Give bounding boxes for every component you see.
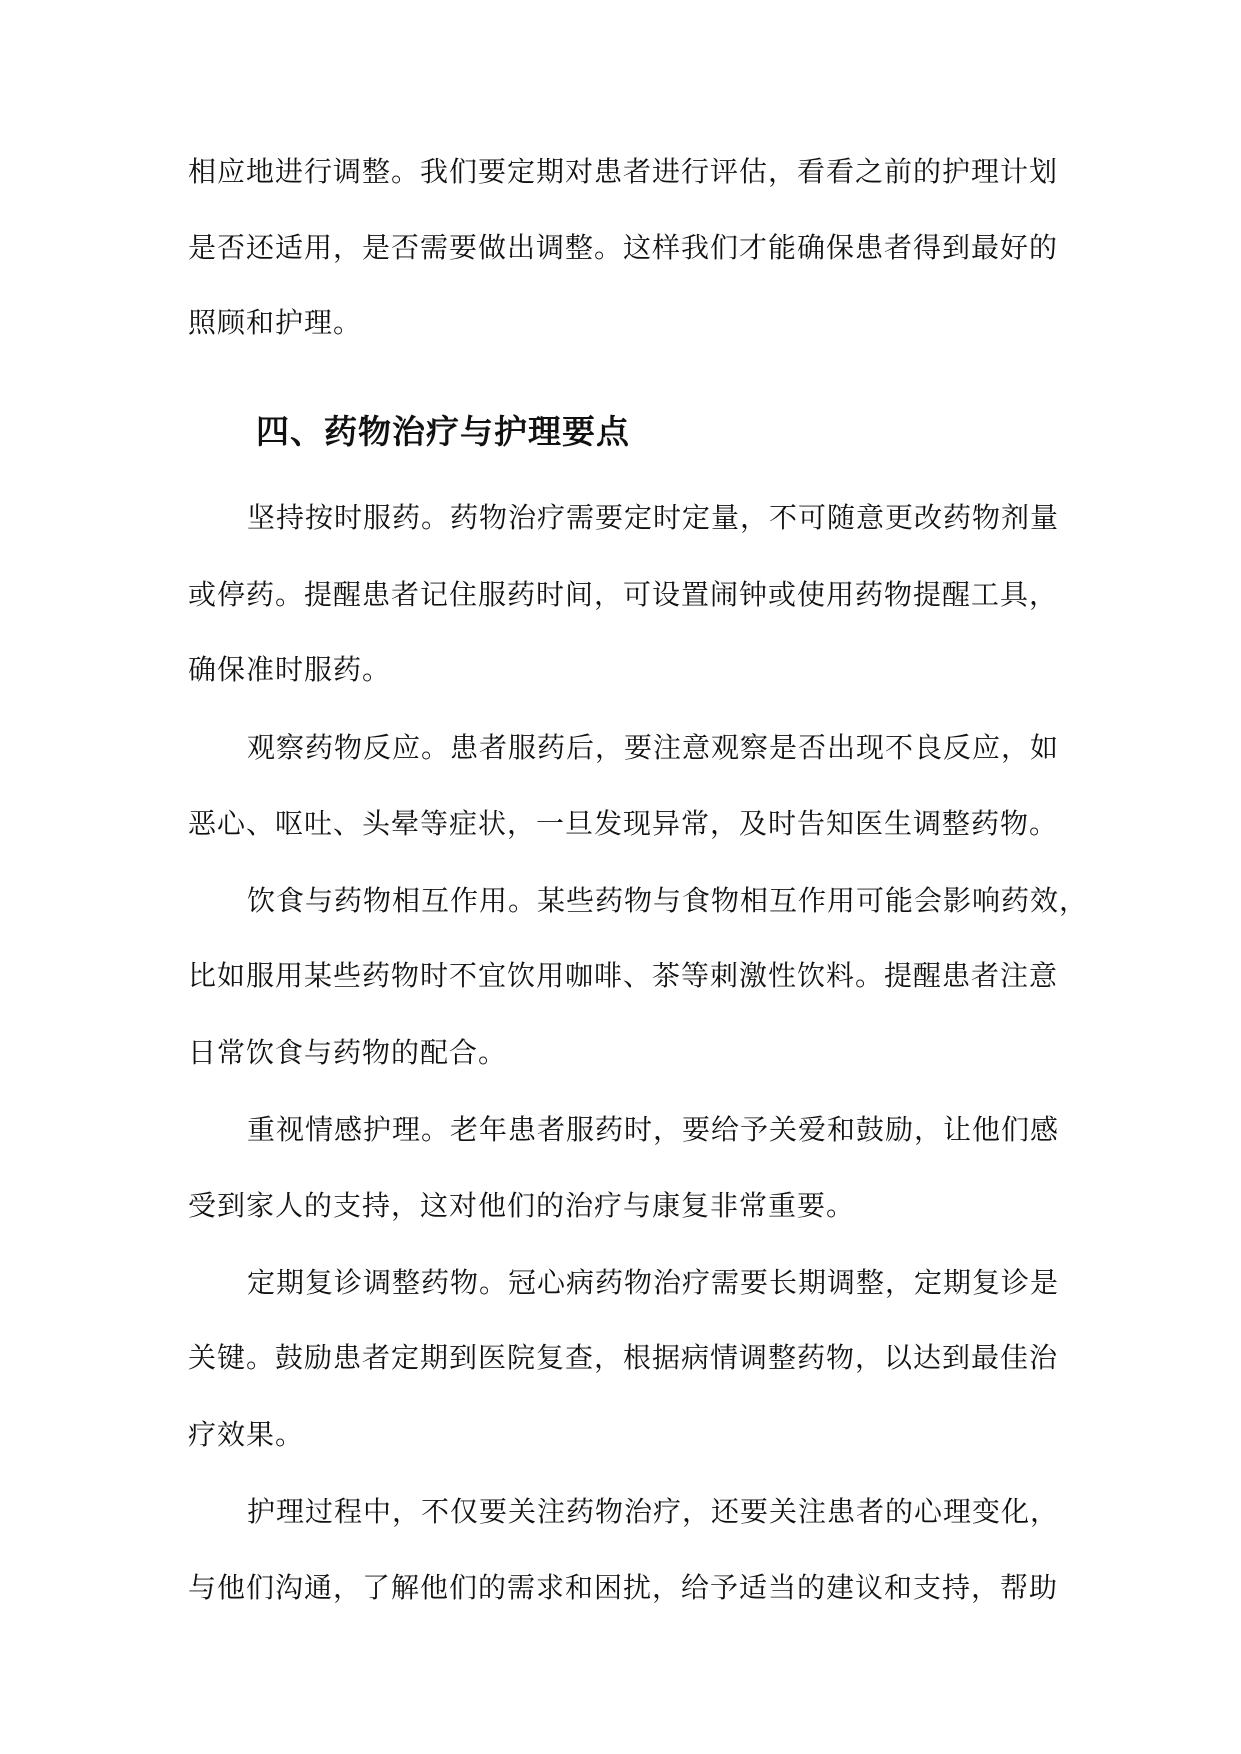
- text-line: 照顾和护理。: [188, 306, 363, 339]
- text-line: 定期复诊调整药物。冠心病药物治疗需要长期调整，定期复诊是: [247, 1266, 1060, 1299]
- section-heading: 四、药物治疗与护理要点: [256, 412, 630, 451]
- text-line: 是否还适用，是否需要做出调整。这样我们才能确保患者得到最好的: [188, 231, 1059, 264]
- text-line: 日常饮食与药物的配合。: [188, 1036, 508, 1069]
- text-line: 观察药物反应。患者服药后，要注意观察是否出现不良反应，如: [247, 731, 1060, 764]
- text-line: 重视情感护理。老年患者服药时，要给予关爱和鼓励，让他们感: [247, 1113, 1060, 1146]
- text-line: 确保准时服药。: [188, 653, 392, 686]
- text-line: 疗效果。: [188, 1418, 305, 1451]
- text-line: 或停药。提醒患者记住服药时间，可设置闹钟或使用药物提醒工具，: [188, 578, 1059, 611]
- text-line: 关键。鼓励患者定期到医院复查，根据病情调整药物，以达到最佳治: [188, 1341, 1059, 1374]
- text-line: 护理过程中，不仅要关注药物治疗，还要关注患者的心理变化，: [247, 1495, 1060, 1528]
- text-line: 坚持按时服药。药物治疗需要定时定量，不可随意更改药物剂量: [247, 501, 1060, 534]
- text-line: 饮食与药物相互作用。某些药物与食物相互作用可能会影响药效，: [247, 884, 1089, 917]
- text-line: 恶心、呕吐、头晕等症状，一旦发现异常，及时告知医生调整药物。: [188, 807, 1059, 840]
- text-line: 相应地进行调整。我们要定期对患者进行评估，看看之前的护理计划: [188, 155, 1059, 188]
- text-line: 比如服用某些药物时不宜饮用咖啡、茶等刺激性饮料。提醒患者注意: [188, 959, 1059, 992]
- text-line: 与他们沟通，了解他们的需求和困扰，给予适当的建议和支持，帮助: [188, 1571, 1059, 1604]
- text-line: 受到家人的支持，这对他们的治疗与康复非常重要。: [188, 1189, 856, 1222]
